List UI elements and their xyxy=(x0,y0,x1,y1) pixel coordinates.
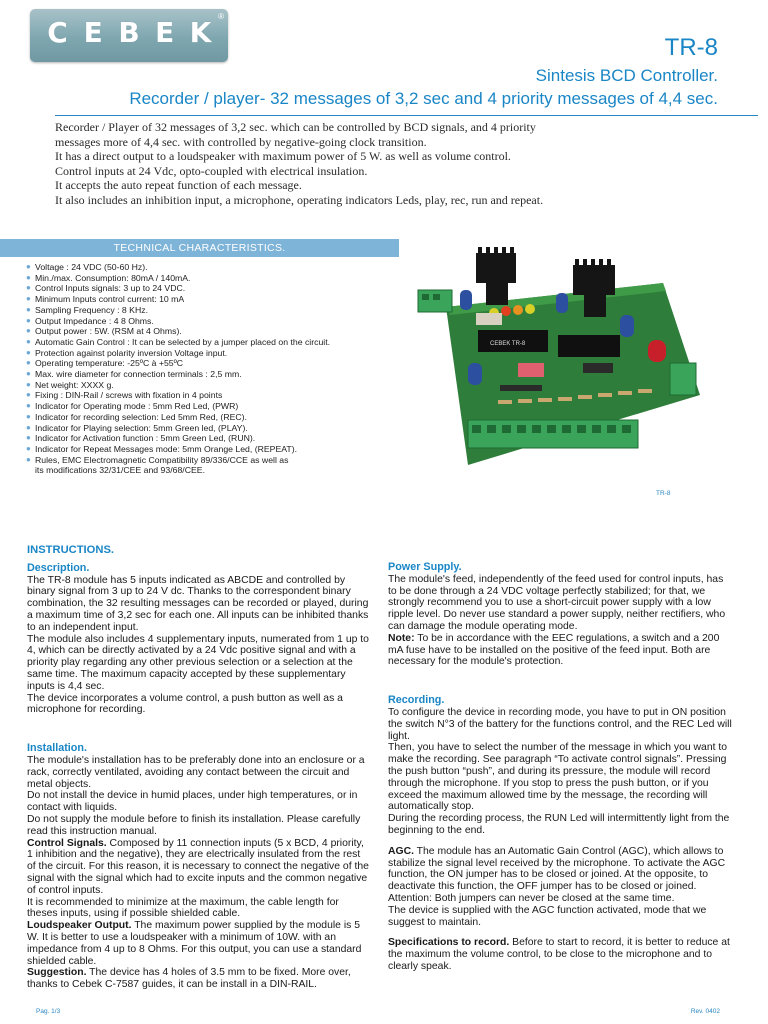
product-description: Recorder / player- 32 messages of 3,2 sec and 4 priority messages of 4,4 sec. xyxy=(129,89,718,108)
control-signals-paragraph xyxy=(27,838,371,897)
logo-letter: B xyxy=(118,16,140,49)
intro-line: It also includes an inhibition input, a microphone, operating indicators Leds, play, rec, run and repeat. xyxy=(55,192,544,207)
instructions-heading: INSTRUCTIONS. xyxy=(27,544,115,556)
installation-paragraph: It is recommended to minimize at the maximum, the cable length for theses inputs, using if possible shielded cable. xyxy=(27,896,339,920)
suggestion-paragraph xyxy=(27,967,371,991)
list-item xyxy=(26,358,386,369)
spec-text: Indicator for Operating mode : 5mm Red Led, (PWR) xyxy=(35,401,239,412)
spec-text: Fixing : DIN-Rail / screws with fixation in 4 points xyxy=(35,390,223,401)
list-item xyxy=(26,316,386,327)
agc-paragraph xyxy=(388,846,734,893)
spec-text: Net weight: XXXX g. xyxy=(35,379,114,390)
technical-characteristics-header: TECHNICAL CHARACTERISTICS. xyxy=(0,239,399,257)
chip-label: CEBEK TR-8 xyxy=(490,341,526,347)
bullet-icon: ● xyxy=(26,454,31,464)
bullet-icon: ● xyxy=(26,443,31,453)
bullet-icon: ● xyxy=(26,326,31,336)
description-heading: Description. xyxy=(27,561,90,574)
bullet-icon: ● xyxy=(26,390,31,400)
bullet-icon: ● xyxy=(26,272,31,282)
control-signals-text: Composed by 11 connection inputs (5 x BCD, 4 priority, 1 inhibition and the negative), they are electrically insulated from the rest of the circuit. For this reason, it is necessary to connect the negative of the signal with the signal which had to excite inputs and the common negative of control inputs. xyxy=(27,837,369,896)
bullet-icon: ● xyxy=(26,304,31,314)
product-title: TR-8 xyxy=(664,34,718,61)
recording-paragraph: Attention: Both jumpers can never be closed at the same time. xyxy=(388,892,675,904)
agc-text: The module has an Automatic Gain Control (AGC), which allows to stabilize the signal level received by the microphone. To activate the AGC function, the ON jumper has to be closed or joined. At the opposite, to deactivate this function, the OFF jumper has to be closed or joined. xyxy=(388,845,726,893)
spec-text: Voltage : 24 VDC (50-60 Hz). xyxy=(35,262,148,272)
technical-characteristics-list xyxy=(26,262,386,476)
product-subtitle: Sintesis BCD Controller. xyxy=(535,66,718,85)
spec-text: Max. wire diameter for connection terminals : 2,5 mm. xyxy=(35,369,242,380)
spec-text: Sampling Frequency : 8 KHz. xyxy=(35,304,148,315)
spec-text: Minimum Inputs control current: 10 mA xyxy=(35,294,185,305)
logo-letter: K xyxy=(189,16,212,49)
spec-text: Output power : 5W. (RSM at 4 Ohms). xyxy=(35,326,182,337)
list-item xyxy=(26,444,386,455)
logo-letter: E xyxy=(83,16,103,49)
bullet-icon: ● xyxy=(26,347,31,357)
bullet-icon: ● xyxy=(26,315,31,325)
loudspeaker-text: The maximum power supplied by the module is 5 W. It is better to use a loudspeaker with a minimum of 10W. with an impedance from 4 up to 8 Ohms. For this output, you can use a standard shielded cable. xyxy=(27,920,362,967)
agc-label: AGC. xyxy=(388,845,414,857)
spec-text: Automatic Gain Control : It can be selected by a jumper placed on the circuit. xyxy=(35,336,331,347)
installation-paragraph: Do not supply the module before to finish its installation. Please carefully read this instruction manual. xyxy=(27,813,361,837)
spec-text: Operating temperature: -25ºC à +55ºC xyxy=(35,358,184,369)
list-item xyxy=(26,283,386,294)
description-paragraph: The module also includes 4 supplementary inputs, numerated from 1 up to 4, which can be directly activated by a 24 Vdc positive signal and with a priority play regarding any other previous selection or a selection at the same time. The maximum capacity accepted by these supplementary inputs is 4,4 sec. xyxy=(27,633,369,692)
intro-text xyxy=(55,120,715,207)
list-item xyxy=(26,262,386,273)
specifications-paragraph xyxy=(388,937,734,972)
bullet-icon: ● xyxy=(26,369,31,379)
specifications-label: Specifications to record. xyxy=(388,937,510,949)
bullet-icon: ● xyxy=(26,422,31,432)
intro-line: Recorder / Player of 32 messages of 3,2 sec. which can be controlled by BCD signals, and 4 priority xyxy=(55,120,536,134)
instructions-right-column xyxy=(388,562,734,973)
spec-text: its modifications 32/31/CEE and 93/68/CEE. xyxy=(35,465,205,476)
bullet-icon: ● xyxy=(26,433,31,443)
list-item xyxy=(26,380,386,391)
installation-heading: Installation. xyxy=(27,742,87,755)
loudspeaker-label: Loudspeaker Output. xyxy=(27,920,132,932)
registered-mark: ® xyxy=(218,12,224,21)
header-divider xyxy=(55,115,758,116)
bullet-icon: ● xyxy=(26,401,31,411)
spec-text: Rules, EMC Electromagnetic Compatibility 89/336/CCE as well as xyxy=(35,454,289,465)
cebek-logo xyxy=(30,9,228,62)
installation-paragraph: Do not install the device in humid places, under high temperatures, or in contact with liquids. xyxy=(27,790,358,814)
intro-line: It accepts the auto repeat function of each message. xyxy=(55,178,302,192)
instructions-left-column xyxy=(27,545,371,991)
list-item xyxy=(26,390,386,401)
bullet-icon: ● xyxy=(26,411,31,421)
bullet-icon: ● xyxy=(26,358,31,368)
intro-line: Control inputs at 24 Vdc, opto-coupled with electrical insulation. xyxy=(55,163,368,178)
suggestion-label: Suggestion. xyxy=(27,967,87,979)
recording-paragraph: During the recording process, the RUN Led will intermittently light from the beginning to the end. xyxy=(388,813,730,836)
list-item xyxy=(26,348,386,359)
logo-letters xyxy=(44,16,214,49)
list-item xyxy=(26,433,386,444)
spec-text: Indicator for Activation function : 5mm Green Led, (RUN). xyxy=(35,433,256,444)
spec-text: Indicator for recording selection: Led 5mm Red, (REC). xyxy=(35,411,247,422)
recording-paragraph: The device is supplied with the AGC function activated, mode that we suggest to maintain. xyxy=(388,904,707,928)
bullet-icon: ● xyxy=(26,379,31,389)
note-label: Note: xyxy=(388,632,415,644)
recording-paragraph: To configure the device in recording mode, you have to put in ON position the switch N°3 of the battery for the functions control, and the REC Led will light. xyxy=(388,706,732,742)
list-item xyxy=(26,294,386,305)
spec-text: Indicator for Playing selection: 5mm Green led, (PLAY). xyxy=(35,422,248,433)
intro-line: It has a direct output to a loudspeaker with maximum power of 5 W. as well as volume control. xyxy=(55,149,511,163)
spec-text: Indicator for Repeat Messages mode: 5mm Orange Led, (REPEAT). xyxy=(35,443,298,454)
spec-text: Output Impedance : 4 8 Ohms. xyxy=(35,315,154,326)
suggestion-text: The device has 4 holes of 3.5 mm to be fixed. More over, thanks to Cebek C-7587 guides, it can be install in a DIN-RAIL. xyxy=(27,967,351,991)
intro-line: messages more of 4,4 sec. with controlled by negative-going clock transition. xyxy=(55,134,427,149)
description-paragraph: The TR-8 module has 5 inputs indicated as ABCDE and controlled by binary signal from 3 up to 24 V dc. Thanks to the correspondent binary combination, the 32 resulting messages can be recorded or played, during a maximum time of 3,2 sec for each one. All inputs can be inhibited thanks to an independent input. xyxy=(27,574,369,633)
page-number: Pag. 1/3 xyxy=(36,1008,61,1015)
spec-text: Min./max. Consumption: 80mA / 140mA. xyxy=(35,272,191,283)
note-text: To be in accordance with the EEC regulations, a switch and a 200 mA fuse have to be installed on the positive of the feed input. Both are necessary for the module's protection. xyxy=(388,632,720,668)
bullet-icon: ● xyxy=(26,294,31,304)
list-item xyxy=(26,465,386,476)
list-item xyxy=(26,305,386,316)
spec-text: Protection against polarity inversion Voltage input. xyxy=(35,347,228,358)
bullet-icon: ● xyxy=(26,262,31,271)
list-item xyxy=(26,412,386,423)
revision-number: Rev. 0402 xyxy=(690,1008,720,1015)
control-signals-label: Control Signals. xyxy=(27,837,107,849)
power-supply-heading: Power Supply. xyxy=(388,561,462,573)
list-item xyxy=(26,326,386,337)
list-item xyxy=(26,401,386,412)
description-paragraph: The device incorporates a volume control, a push button as well as a microphone for recording. xyxy=(27,692,343,716)
spec-text: Control Inputs signals: 3 up to 24 VDC. xyxy=(35,283,186,294)
logo-letter: E xyxy=(155,16,175,49)
note-paragraph xyxy=(388,633,734,668)
bullet-icon: ● xyxy=(26,283,31,293)
list-item xyxy=(26,337,386,348)
list-item xyxy=(26,455,386,466)
recording-heading: Recording. xyxy=(388,694,445,707)
loudspeaker-paragraph xyxy=(27,920,371,967)
list-item xyxy=(26,423,386,434)
specifications-text: Before to start to record, it is better to reduce at the maximum the volume control, to be close to the microphone and to clearly speak. xyxy=(388,937,730,972)
logo-letter: C xyxy=(47,16,68,49)
list-item xyxy=(26,369,386,380)
bullet-icon: ● xyxy=(26,336,31,346)
power-supply-paragraph: The module's feed, independently of the feed used for control inputs, has to be done through a 24 VDC voltage perfectly stabilized; for that, we strongly recommend you to use a short-circuit power supply with a low ripple level. Do never use standard a power supply, neither rectifiers, who can damage the module operating mode. xyxy=(388,573,726,632)
circuit-board-photo xyxy=(408,245,708,485)
installation-paragraph: The module's installation has to be preferably done into an enclosure or a rack, correctly ventilated, avoiding any contact between the circuit and metal objects. xyxy=(27,754,365,790)
recording-paragraph: Then, you have to select the number of the message in which you want to make the recording. See paragraph “To activate control signals”. Pressing the push button “push”, and during its pressure, the module will record through the microphone. If you stop to press the push button, or if you exceed the maximum allowed time by the message, the recording will automatically stop. xyxy=(388,742,728,813)
photo-caption: TR-8 xyxy=(656,490,671,497)
list-item xyxy=(26,273,386,284)
